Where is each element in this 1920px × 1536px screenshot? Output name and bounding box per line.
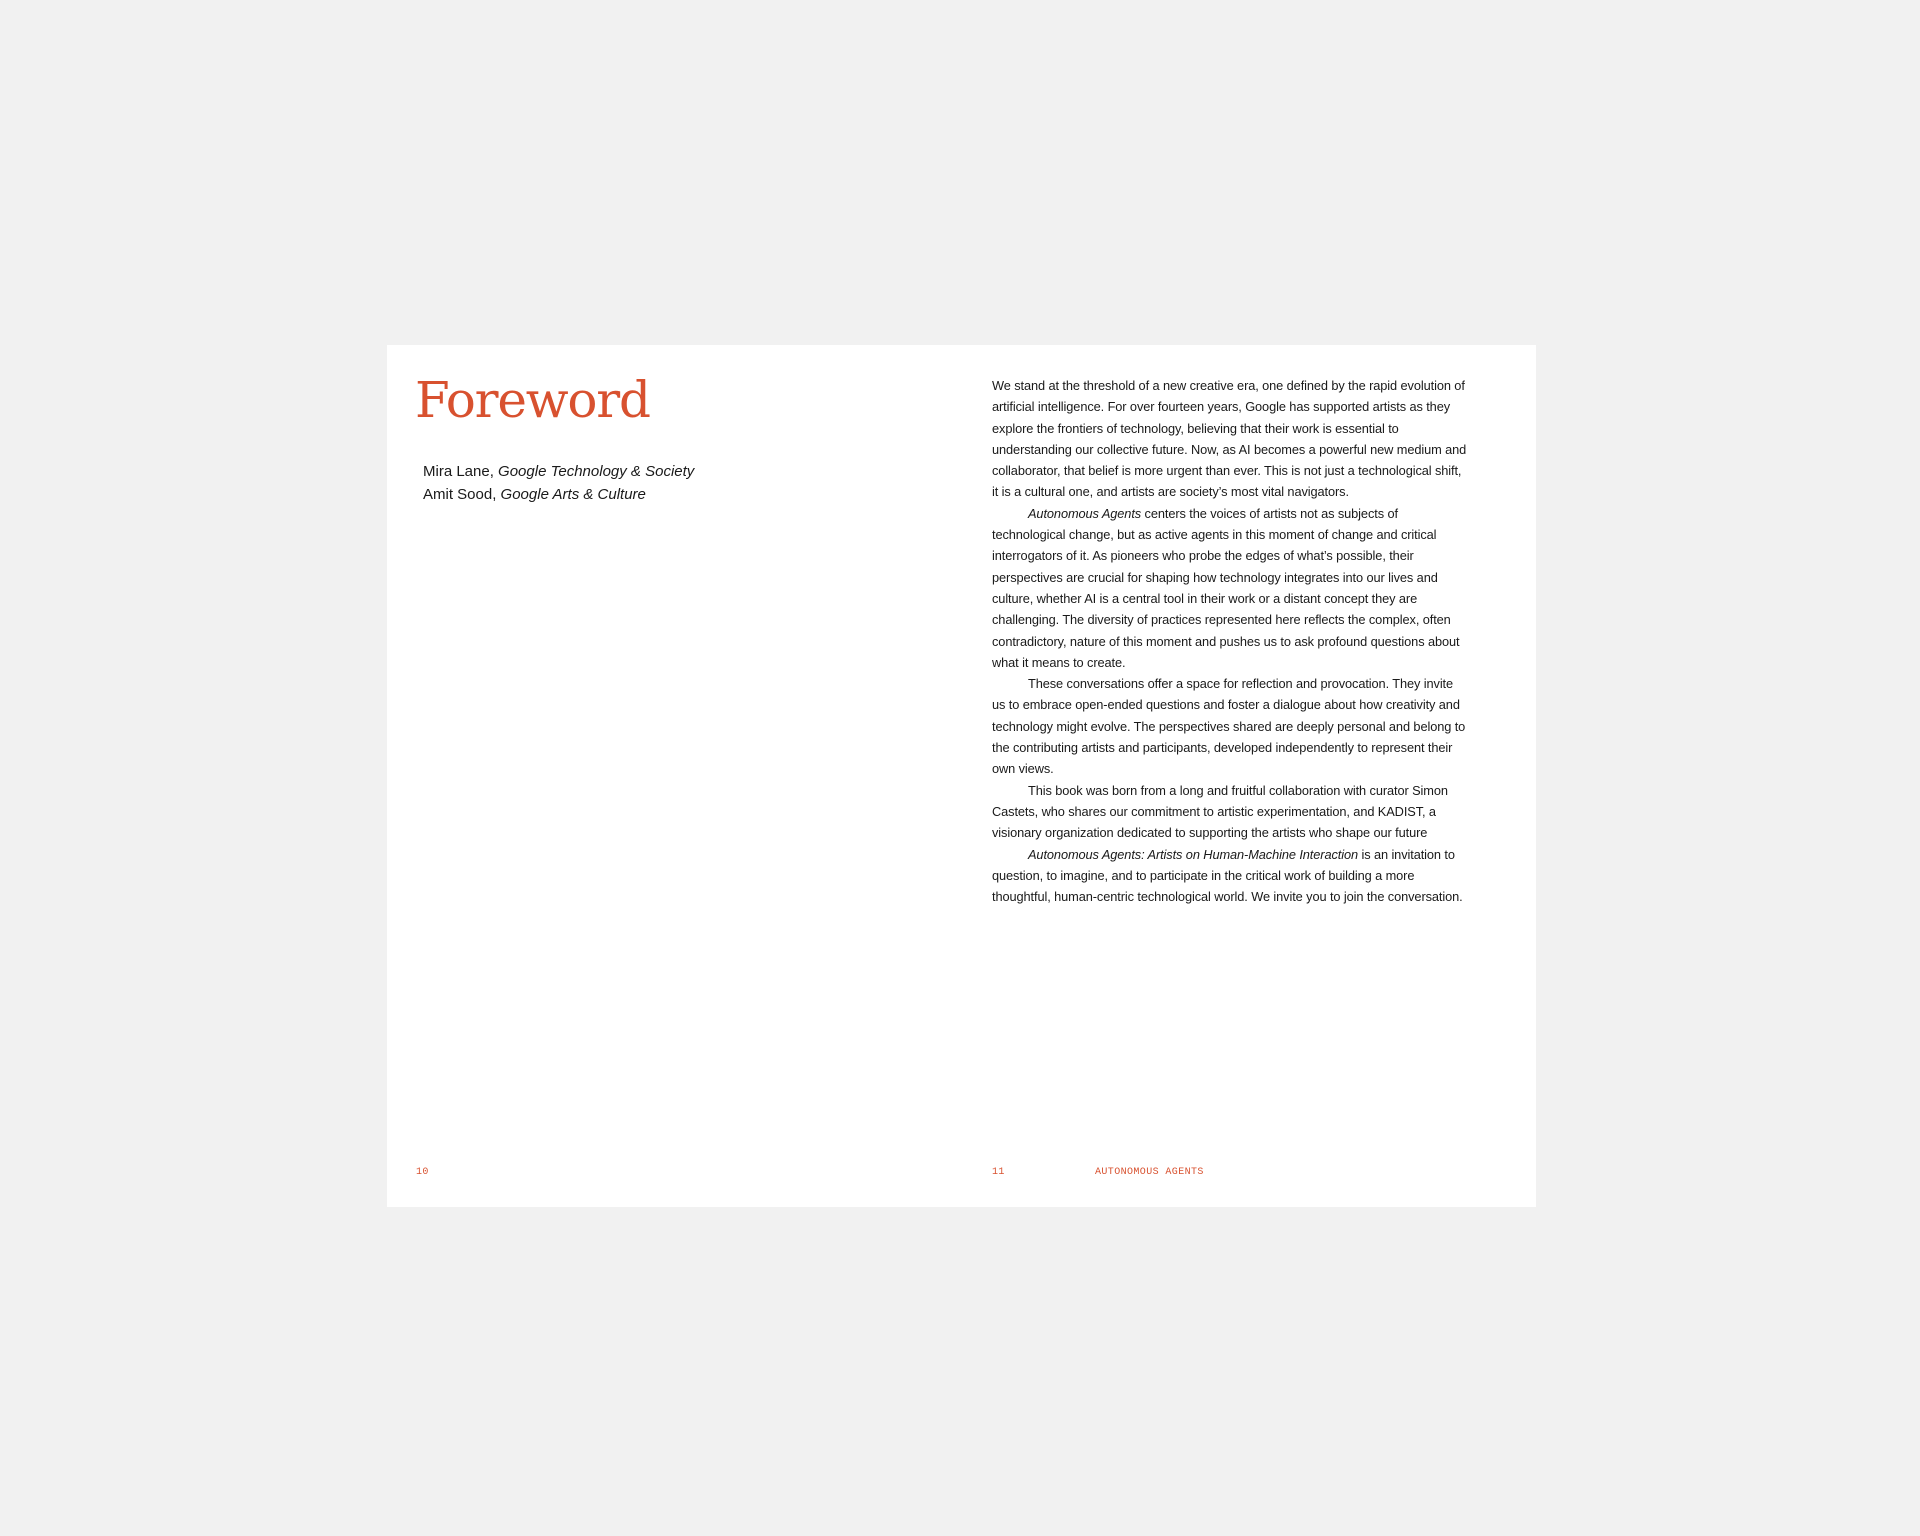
author-line <box>423 484 694 507</box>
paragraph <box>992 375 1467 503</box>
running-title: AUTONOMOUS AGENTS <box>1095 1167 1204 1178</box>
paragraph <box>992 844 1467 908</box>
paragraph-text: centers the voices of artists not as subjects of technological change, but as active agents in this moment of change and critical interrogators of it. As pioneers who probe the edges of what’s possible, their perspectives are crucial for shaping how technology integrates into our lives and culture, whether AI is a central tool in their work or a distant concept they are challenging. The diversity of practices represented here reflects the complex, often contradictory, nature of this moment and pushes us to ask profound questions about what it means to create. <box>992 505 1460 670</box>
paragraph <box>992 780 1467 844</box>
paragraph <box>992 503 1467 673</box>
page-number: 10 <box>416 1167 429 1178</box>
page-title: Foreword <box>415 371 650 429</box>
paragraph-text: This book was born from a long and fruitful collaboration with curator Simon Castets, who shares our commitment to artistic experimentation, and KADIST, a visionary organization dedicated to supporting the artists who shape our future <box>992 782 1448 841</box>
right-page <box>961 345 1536 1207</box>
author-list <box>423 461 694 506</box>
author-affiliation: Google Arts & Culture <box>500 485 646 503</box>
body-text <box>992 375 1467 907</box>
book-title-reference: Autonomous Agents <box>1028 505 1142 521</box>
author-name: Mira Lane, <box>423 463 494 480</box>
author-name: Amit Sood, <box>423 485 497 503</box>
book-title-reference: Autonomous Agents: Artists on Human-Machine Interaction <box>1028 846 1358 862</box>
book-spread <box>387 345 1536 1207</box>
page-number: 11 <box>992 1167 1005 1178</box>
paragraph-text: We stand at the threshold of a new creative era, one defined by the rapid evolution of artificial intelligence. For over fourteen years, Google has supported artists as they explore the frontiers of technology, believing that their work is essential to understanding our collective future. Now, as AI becomes a powerful new medium and collaborator, that belief is more urgent than ever. This is not just a technological shift, it is a cultural one, and artists are society’s most vital navigators. <box>992 378 1467 500</box>
left-page <box>387 345 961 1207</box>
paragraph-text: These conversations offer a space for reflection and provocation. They invite us to embrace open-ended questions and foster a dialogue about how creativity and technology might evolve. The perspectives shared are deeply personal and belong to the contributing artists and participants, developed independently to represent their own views. <box>992 676 1466 777</box>
paragraph-text: is an invitation to question, to imagine, and to participate in the critical work of building a more thoughtful, human-centric technological world. We invite you to join the conversation. <box>992 846 1463 905</box>
paragraph <box>992 673 1467 779</box>
author-line <box>423 461 694 484</box>
author-affiliation: Google Technology & Society <box>498 463 695 480</box>
